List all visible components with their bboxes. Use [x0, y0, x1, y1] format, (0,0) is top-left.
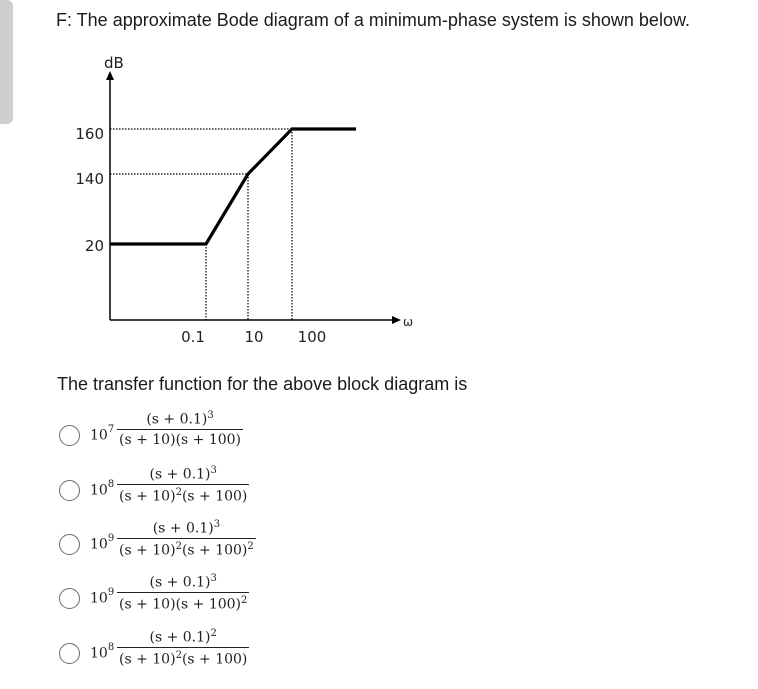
- denominator-term-a: (s + 10): [119, 488, 176, 505]
- answer-option[interactable]: [59, 410, 319, 460]
- denominator-term-b: (s + 100): [181, 651, 248, 668]
- answer-option[interactable]: [59, 573, 319, 623]
- transfer-function-fraction: [117, 410, 243, 448]
- y-axis-label: dB: [104, 54, 124, 72]
- radio-button[interactable]: [59, 425, 80, 446]
- coefficient-base-exp: 9: [107, 587, 115, 598]
- denominator-term-b: (s + 100): [175, 431, 242, 448]
- numerator: [117, 519, 256, 538]
- radio-button[interactable]: [59, 643, 80, 664]
- numerator: [117, 410, 243, 429]
- denominator: [117, 484, 249, 505]
- numerator-term: (s + 0.1): [146, 411, 208, 428]
- denominator: [117, 538, 256, 559]
- transfer-function-fraction: [117, 519, 256, 558]
- numerator-term-exp: 3: [207, 410, 214, 421]
- x-axis-arrow: [392, 316, 401, 324]
- transfer-function-fraction: [117, 628, 249, 667]
- coefficient-base: 10: [90, 482, 108, 499]
- numerator-term: (s + 0.1): [149, 574, 211, 591]
- denominator-term-a-exp: 2: [175, 649, 182, 661]
- denominator-term-b-exp: 2: [247, 540, 254, 552]
- x-tick-0.1: 0.1: [181, 328, 205, 346]
- transfer-function-fraction: [117, 573, 249, 612]
- denominator: [117, 647, 249, 668]
- numerator-term-exp: 3: [210, 465, 217, 476]
- denominator-term-a: (s + 10): [119, 431, 176, 448]
- numerator-term-exp: 3: [213, 519, 221, 530]
- numerator: [117, 573, 249, 592]
- coefficient: [90, 589, 114, 607]
- x-tick-100: 100: [297, 328, 327, 346]
- denominator-term-a-exp: 2: [175, 540, 182, 552]
- magnitude-curve: [110, 129, 356, 244]
- coefficient-base-exp: 7: [107, 424, 115, 435]
- coefficient-base-exp: 8: [107, 479, 115, 490]
- answer-option[interactable]: [59, 465, 319, 515]
- coefficient-base: 10: [90, 536, 108, 553]
- coefficient: [90, 481, 114, 499]
- x-axis-label: ω: [403, 315, 414, 329]
- numerator-term: (s + 0.1): [149, 466, 211, 483]
- denominator-term-a: (s + 10): [119, 542, 176, 559]
- transfer-function-fraction: [117, 465, 249, 504]
- denominator-term-b: (s + 100): [181, 542, 248, 559]
- coefficient-base: 10: [90, 645, 108, 662]
- magnitude-line: [110, 129, 356, 244]
- y-axis-arrow: [106, 71, 114, 80]
- coefficient-base-exp: 8: [107, 642, 115, 653]
- denominator-term-a: (s + 10): [119, 596, 176, 613]
- coefficient-base: 10: [90, 590, 108, 607]
- radio-button[interactable]: [59, 480, 80, 501]
- coefficient-base: 10: [90, 427, 108, 444]
- radio-button[interactable]: [59, 588, 80, 609]
- prompt-text: The transfer function for the above block diagram is: [57, 374, 468, 394]
- denominator: [117, 592, 249, 613]
- coefficient: [90, 426, 114, 444]
- y-tick-20: 20: [84, 237, 104, 255]
- y-tick-160: 160: [75, 125, 104, 143]
- denominator-term-a-exp: 2: [175, 486, 182, 498]
- coefficient-base-exp: 9: [107, 533, 115, 544]
- question-text: F: The approximate Bode diagram of a minimum-phase system is shown below.: [56, 10, 690, 30]
- numerator-term-exp: 3: [210, 573, 217, 584]
- numerator: [117, 628, 249, 647]
- numerator-term: (s + 0.1): [152, 520, 214, 537]
- denominator-term-b-exp: 2: [241, 594, 248, 606]
- numerator-term: (s + 0.1): [149, 629, 211, 646]
- denominator-term-b: (s + 100): [181, 488, 248, 505]
- numerator-term-exp: 2: [210, 628, 217, 639]
- answer-option[interactable]: [59, 628, 319, 678]
- answer-option[interactable]: [59, 519, 319, 569]
- coefficient: [90, 644, 114, 662]
- y-tick-140: 140: [75, 170, 104, 188]
- x-tick-10: 10: [244, 328, 264, 346]
- coefficient: [90, 535, 114, 553]
- denominator-term-a: (s + 10): [119, 651, 176, 668]
- denominator-term-b: (s + 100): [175, 596, 242, 613]
- radio-button[interactable]: [59, 534, 80, 555]
- numerator: [117, 465, 249, 484]
- denominator: [117, 429, 243, 448]
